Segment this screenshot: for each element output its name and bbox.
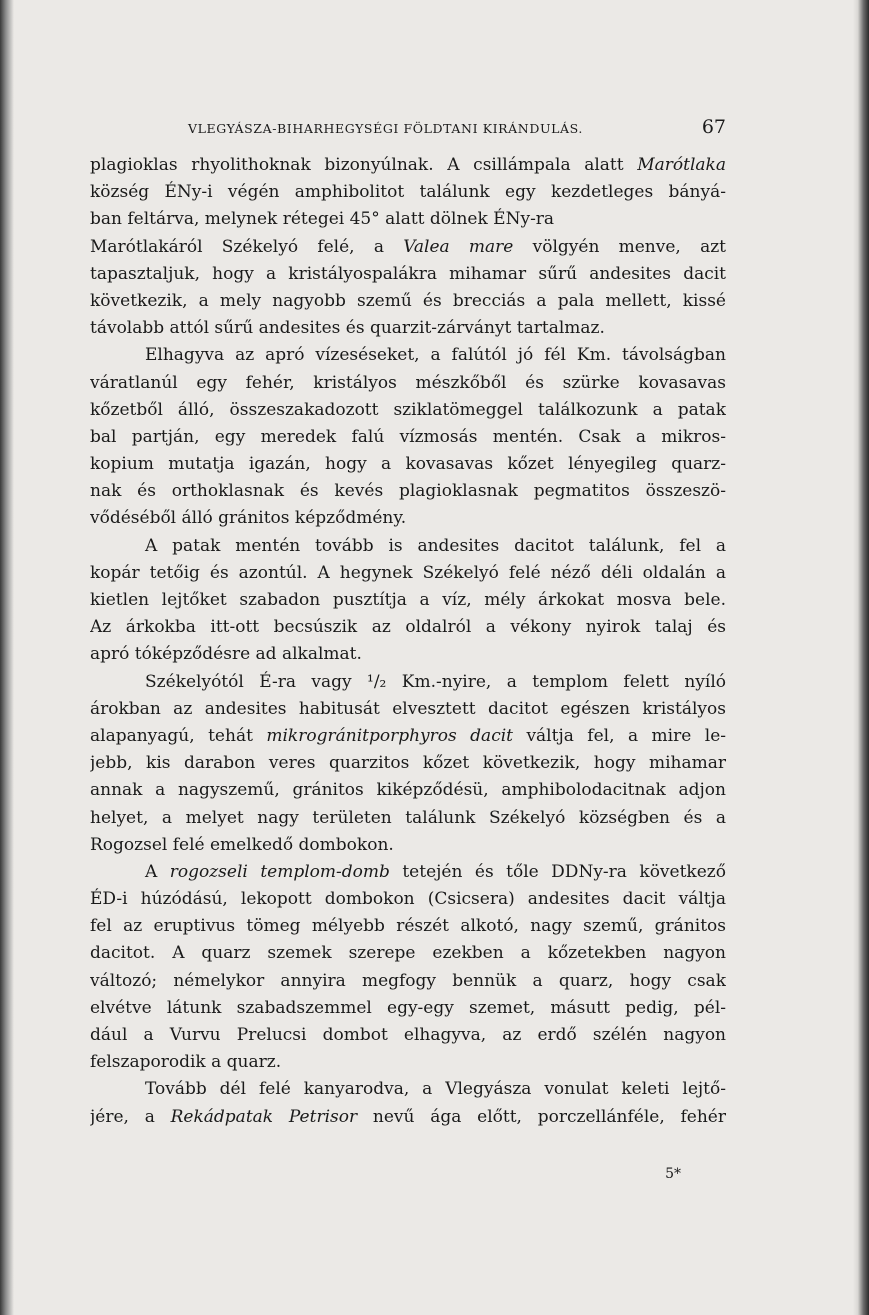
text-run: kopár tetőig és azontúl. A hegynek Székelyó felé néző déli oldalán a: [90, 562, 726, 583]
text-line: [90, 587, 726, 614]
signature-mark: 5*: [665, 1166, 681, 1182]
page-edge-shadow-left: [0, 0, 14, 1315]
text-run: jebb, kis darabon veres quarzitos kőzet következik, hogy mihamar: [90, 753, 726, 774]
text-line: [90, 886, 726, 913]
italic-term: Rekádpatak Petrisor: [170, 1106, 358, 1127]
text-run: A: [145, 861, 170, 882]
text-run: következik, a mely nagyobb szemű és brecciás a pala mellett, kissé: [90, 290, 726, 311]
text-line: [90, 723, 726, 750]
text-run: dául a Vurvu Prelucsi dombot elhagyva, az erdő szélén nagyon: [90, 1025, 726, 1045]
text-line: [90, 913, 726, 940]
text-line: [90, 1049, 726, 1076]
text-line: [90, 777, 726, 804]
text-line: [90, 424, 726, 451]
text-run: ÉD-i húzódású, lekopott dombokon (Csicsera) andesites dacit váltja: [90, 889, 726, 910]
text-run: dacitot. A quarz szemek szerepe ezekben a kőzetekben nagyon: [90, 943, 726, 964]
text-line: [90, 614, 726, 641]
text-run: tapasztaljuk, hogy a kristályospalákra mihamar sűrű andesites dacit: [90, 263, 726, 284]
text-line: [90, 641, 726, 668]
text-run: kőzetből álló, összeszakadozott sziklatömeggel találkozunk a patak: [90, 399, 726, 420]
text-run: Tovább dél felé kanyarodva, a Vlegyásza vonulat keleti lejtő-: [145, 1079, 726, 1100]
text-line: [90, 179, 726, 206]
text-run: bal partján, egy meredek falú vízmosás mentén. Csak a mikros-: [90, 426, 726, 447]
page-edge-shadow-right: [853, 0, 869, 1315]
text-line: [90, 560, 726, 587]
text-line: [90, 696, 726, 723]
body-text: [90, 152, 726, 1131]
text-line: [90, 234, 726, 261]
italic-term: rogozseli templom-domb: [169, 861, 390, 882]
text-run: ban feltárva, melynek rétegei 45° alatt dölnek ÉNy-ra: [90, 209, 555, 230]
running-title: VLEGYÁSZA-BIHARHEGYSÉGI FÖLDTANI KIRÁNDULÁS.: [188, 121, 583, 136]
text-run: fel az eruptivus tömeg mélyebb részét alkotó, nagy szemű, gránitos: [90, 916, 726, 937]
page-number: 67: [701, 116, 726, 138]
text-run: A patak mentén tovább is andesites dacitot találunk, fel a: [145, 535, 726, 556]
text-line: [90, 206, 726, 233]
text-line: [90, 261, 726, 288]
text-run: Elhagyva az apró vízeséseket, a falútól jó fél Km. távolságban: [145, 345, 726, 366]
text-line: [90, 940, 726, 967]
text-line: [90, 995, 726, 1022]
text-run: elvétve látunk szabadszemmel egy-egy szemet, másutt pedig, pél-: [90, 997, 726, 1018]
text-run: jére, a: [90, 1106, 171, 1127]
text-run: távolabb attól sűrű andesites és quarzit-zárványt tartalmaz.: [90, 318, 605, 339]
text-run: váltja fel, a mire le-: [512, 725, 726, 746]
text-line: [90, 451, 726, 478]
italic-term: Valea mare: [403, 236, 514, 257]
text-line: [90, 805, 726, 832]
text-line: [90, 533, 726, 560]
text-run: Marótlakáról Székelyó felé, a: [90, 236, 404, 257]
text-run: változó; némelykor annyira megfogy bennük a quarz, hogy csak: [90, 970, 726, 991]
text-run: Rogozsel felé emelkedő dombokon.: [90, 834, 394, 855]
text-run: annak a nagyszemű, gránitos kiképződésü, amphibolodacitnak adjon: [90, 780, 726, 801]
text-line: [90, 968, 726, 995]
text-run: tetején és tőle DDNy-ra következő: [389, 861, 726, 882]
text-line: [90, 152, 726, 179]
text-line: [90, 342, 726, 369]
text-line: [90, 370, 726, 397]
text-line: [90, 1104, 726, 1131]
text-run: váratlanúl egy fehér, kristályos mészkőből és szürke kovasavas: [90, 372, 726, 393]
text-run: völgyén menve, azt: [513, 236, 726, 257]
text-run: kopium mutatja igazán, hogy a kovasavas kőzet lényegileg quarz-: [90, 454, 726, 475]
text-line: [90, 832, 726, 859]
text-line: [90, 478, 726, 505]
text-line: [90, 315, 726, 342]
text-line: [90, 505, 726, 532]
text-run: alapanyagú, tehát: [90, 725, 267, 746]
text-line: [90, 750, 726, 777]
text-run: árokban az andesites habitusát elvesztett dacitot egészen kristályos: [90, 698, 726, 719]
text-line: [90, 859, 726, 886]
text-run: felszaporodik a quarz.: [90, 1052, 282, 1073]
text-line: [90, 1022, 726, 1049]
text-run: község ÉNy-i végén amphibolitot találunk egy kezdetleges bányá-: [90, 182, 726, 203]
text-run: nak és orthoklasnak és kevés plagioklasnak pegmatitos összeszö-: [90, 481, 726, 502]
italic-term: mikrogránitporphyros dacit: [266, 725, 513, 746]
text-run: Székelyótól É-ra vagy ¹/₂ Km.-nyire, a templom felett nyíló: [145, 671, 726, 692]
text-run: helyet, a melyet nagy területen találunk Székelyó községben és a: [90, 807, 726, 828]
text-run: kietlen lejtőket szabadon pusztítja a víz, mély árkokat mosva bele.: [90, 590, 726, 610]
text-run: apró tóképződésre ad alkalmat.: [90, 644, 362, 665]
text-run: plagioklas rhyolithoknak bizonyúlnak. A csillámpala alatt: [90, 155, 638, 175]
text-line: [90, 288, 726, 315]
running-header: [188, 116, 726, 140]
text-line: [90, 669, 726, 696]
text-run: Az árkokba itt-ott becsúszik az oldalról a vékony nyirok talaj és: [90, 617, 726, 638]
text-line: [90, 1076, 726, 1103]
text-run: nevű ága előtt, porczellánféle, fehér: [357, 1106, 726, 1127]
text-run: vődéséből álló gránitos képződmény.: [90, 508, 407, 529]
italic-term: Marótlaka: [637, 155, 726, 175]
text-line: [90, 397, 726, 424]
